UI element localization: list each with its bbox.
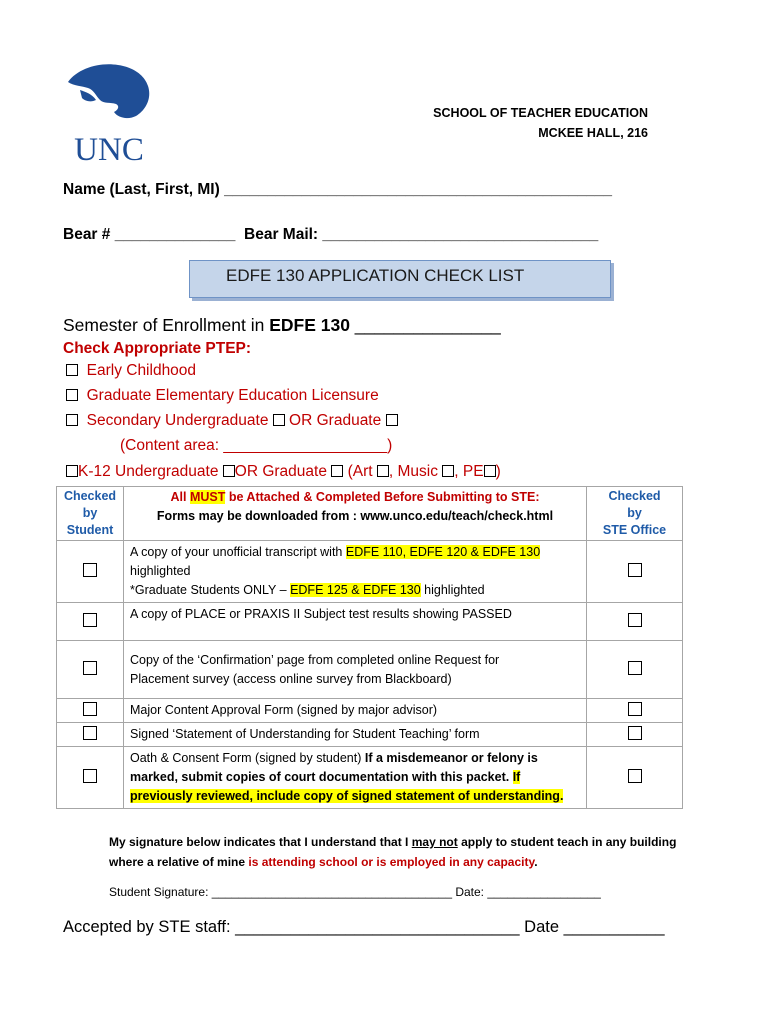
bear-head-logo-icon [66,62,152,166]
student-checkbox-oath[interactable] [83,769,97,783]
student-checkbox-transcript[interactable] [83,563,97,577]
art-label: (Art [343,463,377,480]
checkbox-early-childhood[interactable] [66,364,78,376]
student-signature-line[interactable]: Student Signature: ____________________________________ Date: _________________ [109,885,601,899]
table-row [57,747,683,809]
bear-number-label: Bear # [63,226,115,243]
semester-course: EDFE 130 [269,315,350,335]
unc-logo [66,62,152,166]
accepted-by-line[interactable]: Accepted by STE staff: _______________________________ Date ___________ [63,918,665,936]
content-area-line[interactable]: (Content area: ___________________) [120,437,393,454]
bear-mail-line[interactable]: ________________________________ [322,226,599,243]
checkbox-k12-graduate[interactable] [331,465,343,477]
bear-fields[interactable] [63,226,598,244]
ste-checkbox-oath[interactable] [628,769,642,783]
row-major-content: Major Content Approval Form (signed by major advisor) [124,699,587,723]
checkbox-pe[interactable] [484,465,496,477]
checked-by-ste-header: Checked by STE Office [587,487,683,541]
checklist-table [56,486,683,809]
music-label: , Music [388,463,443,480]
graduate-elementary-label: Graduate Elementary Education Licensure [86,387,379,404]
secondary-or-graduate-label: OR Graduate [284,412,386,429]
header-school: SCHOOL OF TEACHER EDUCATION [433,106,648,120]
k12-or-graduate-label: OR Graduate [234,463,332,480]
bear-number-line[interactable]: ______________ [114,226,236,243]
svg-text:UNC: UNC [74,132,144,166]
requirements-header: All MUST be Attached & Completed Before Submitting to STE: Forms may be downloaded from : www.unco.edu/teach/check.html [124,487,587,541]
secondary-label: Secondary Undergraduate [86,412,273,429]
ste-checkbox-transcript[interactable] [628,563,642,577]
student-checkbox-confirmation[interactable] [83,661,97,675]
k12-close-paren: ) [495,463,501,480]
name-field[interactable] [63,181,612,199]
header-hall: MCKEE HALL, 216 [538,126,648,140]
semester-prefix: Semester of Enrollment in [63,315,270,335]
checkbox-secondary-graduate[interactable] [386,414,398,426]
checked-by-student-header: Checked by Student [57,487,124,541]
semester-line[interactable] [63,315,501,336]
semester-blank[interactable]: _______________ [349,315,501,335]
banner-title: EDFE 130 APPLICATION CHECK LIST [226,266,525,285]
pe-label: , PE [454,463,484,480]
table-row [57,699,683,723]
ste-checkbox-major-content[interactable] [628,702,642,716]
checkbox-secondary-undergrad[interactable] [273,414,285,426]
checkbox-secondary[interactable] [66,414,78,426]
table-row [57,723,683,747]
table-row [57,541,683,603]
checkbox-art[interactable] [377,465,389,477]
table-row [57,641,683,699]
row-statement: Signed ‘Statement of Understanding for Student Teaching’ form [124,723,587,747]
signature-statement: My signature below indicates that I understand that I may not apply to student teach in any building where a relative of mine is attending school or is employed in any capacity. [109,835,677,869]
title-banner [189,260,611,298]
bear-mail-label: Bear Mail: [244,226,323,243]
ste-checkbox-statement[interactable] [628,726,642,740]
option-k12[interactable] [66,463,501,481]
name-line[interactable]: _____________________________________________ [224,181,612,198]
option-graduate-elementary[interactable] [66,387,379,405]
checkbox-music[interactable] [442,465,454,477]
k12-label: K-12 Undergraduate [78,463,223,480]
checkbox-k12[interactable] [66,465,78,477]
option-secondary[interactable] [66,412,398,430]
row-confirmation: Copy of the ‘Confirmation’ page from completed online Request for Placement survey (access online survey from Blackboard) [124,641,587,699]
table-row [57,603,683,641]
ste-checkbox-confirmation[interactable] [628,661,642,675]
student-checkbox-statement[interactable] [83,726,97,740]
student-checkbox-major-content[interactable] [83,702,97,716]
ste-checkbox-praxis[interactable] [628,613,642,627]
option-early-childhood[interactable] [66,362,196,380]
row-oath: Oath & Consent Form (signed by student) If a misdemeanor or felony is marked, submit copies of court documentation with this packet. If previously reviewed, include copy of signed statement of understanding. [124,747,587,809]
row-praxis: A copy of PLACE or PRAXIS II Subject test results showing PASSED [124,603,587,641]
checkbox-graduate-elementary[interactable] [66,389,78,401]
row-transcript: A copy of your unofficial transcript with EDFE 110, EDFE 120 & EDFE 130 highlighted *Graduate Students ONLY – EDFE 125 & EDFE 130 highlighted [124,541,587,603]
early-childhood-label: Early Childhood [86,362,197,379]
ptep-heading: Check Appropriate PTEP: [63,340,252,357]
student-checkbox-praxis[interactable] [83,613,97,627]
table-header-row [57,487,683,541]
name-label: Name (Last, First, MI) [63,181,225,198]
checkbox-k12-undergrad[interactable] [223,465,235,477]
